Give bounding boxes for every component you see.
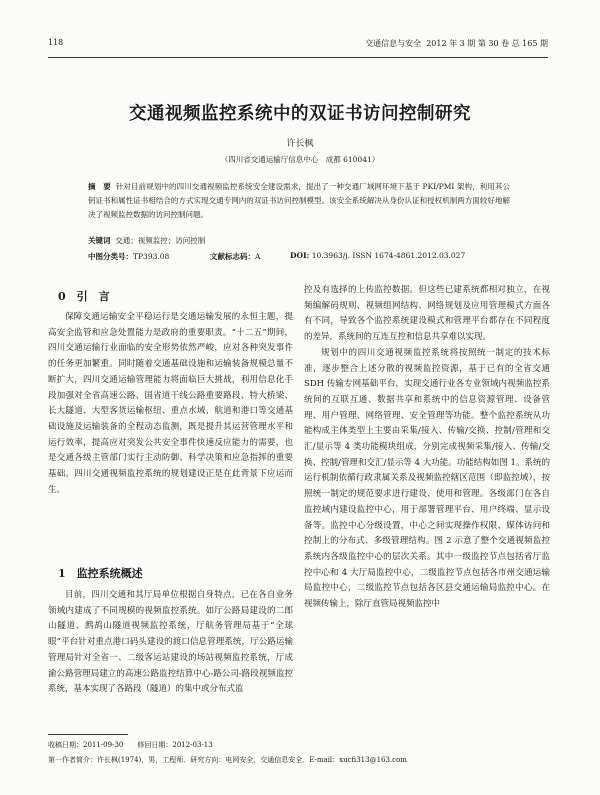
clc-label: 中图分类号：	[88, 252, 133, 261]
right-column	[304, 283, 550, 733]
section-heading-intro: 0 引 言	[58, 290, 110, 303]
doc-value: A	[255, 252, 261, 261]
footnote-rule	[48, 734, 128, 735]
journal-name: 交通信息与安全	[365, 39, 422, 48]
clc-number	[88, 251, 169, 262]
keywords	[88, 235, 205, 246]
doi-value: 10.3963/j. ISSN 1674-4861.2012.03.027	[311, 251, 466, 260]
intro-paragraph: 保障交通运输安全平稳运行是交通运输发展的永恒主题，提高安全监管和应急处置能力是政府的重要职责。“十二五”期间，四川交通运输行业面临的安全形势依然严峻，应对各种突发事件的任务更加繁重。同时随着交通基础设施和运输装备规模总量不断扩大，四川交通运输管理能力将面临巨大挑战，利用信息化手段加强对全省高速公路、国省道干线公路重要路段、特大桥梁、长大隧道、大型客货运输枢纽、重点水域、航道和港口等交通基础设施及运输装备的全程动态监测，既是提升其运营管理水平和运行效率，提高应对突发公共安全事件快速反应能力的需要，也是交通各级主管部门实行主动防御、科学决策和应急指挥的重要基础。四川交通视频监控系统的规划建设正是在此背景下应运而生。	[48, 312, 293, 495]
doc-label: 文献标志码：	[210, 252, 255, 261]
author-bio: 第一作者简介：许长枫(1974)，男，工程师．研究方向：电网安全、交通信息安全．E-mail：xucfi313@163.com	[48, 756, 407, 764]
running-header	[288, 38, 548, 49]
keywords-text: 交通；视频监控；访问控制	[115, 236, 206, 245]
affiliation: （四川省交通运输厅信息中心 成都 610041）	[220, 155, 380, 164]
abstract-text: 针对目前规划中的四川交通视频监控系统安全建设需求，提出了一种交通厂域网环境下基于 PKI/PMI 架构，利用其公钥证书和属性证书相结合的方式实现交通专网内的双证书访问控制模型。该安全系统解决从身份认证和授权机制两方面较好地解决了视频监控数据的访问控制问题。	[88, 182, 510, 219]
right-paragraph-2: 规划中的四川交通视频监控系统将按照统一制定的技术标准，逐步整合上述分散的视频监控资源，基于已有的全省交通 SDH 传输专网基础平台，实现交通行业各专业领域内视频监控系统间的互联互通、数据共享和系统中的信息资源管理、设备管理、用户管理、网络管理、安全管理等功能。整个监控系统从功能构成主体类型上主要由采集/接入、传输/交换、控制/管理和交汇/显示等 4 类功能模块组成，分别完成视频采集/接入、传输/交换、控制/管理和交汇/显示等 4 大功能。功能结构如图 1。系统的运行机制依循行政隶属关系及视频监控辖区范围（即监控域），按照统一制定的规范要求进行建设、使用和管理。各级部门在各自监控域内建设监控中心，用于部署管理平台、用户终端、显示设备等。监控中心分级设置，中心之间实现操作权限、媒体访问和控制上的分布式、多级管理结构。图 2 示意了整个交通视频监控系统内各级监控中心的层次关系。其中一级监控节点包括省厅监控中心和 4 大厅局监控中心，二级监控节点包括各市州交通运输局监控中心，二级监控节点包括各区县交通运输局监控中心。在视频传输上，除厅直管局视频监控中	[304, 347, 550, 610]
doi-label: DOI:	[290, 251, 310, 260]
overview-paragraph: 目前，四川交通和其厅局单位根据自身特点，已在各自业务领域内建成了不同规模的视频监控系统。如厅公路局建设的二郎山隧道、鹧鸪山隧道视频监控系统，厅航务管理局基于“全球眼”平台针对重点港口码头建设的渡口信息管理系统，厅公路运输管理局针对全省一、二级客运站建设的场站视频监控系统，厅成渝公路管理局建立的高速公路监控结算中心-路公司-路段视频监控系统，基本实现了各路段（隧道）的集中或分布式监	[48, 590, 293, 695]
section-heading-overview: 1 监控系统概述	[58, 567, 143, 580]
header-rule	[48, 57, 548, 58]
page-number: 118	[48, 38, 64, 47]
right-paragraph-1: 控及有选择的上传监控数据。但这些已建系统都相对独立，在视频编解码规则、视频组网结构、网络规划及应用管理模式方面各有不同，导致各个监控系统建设模式和管理平台都存在不同程度的差异，系统间的互连互控和信息共享难以实现。	[304, 285, 550, 343]
keywords-label: 关键词	[88, 236, 111, 245]
received-date: 收稿日期：2011-09-30 修回日期：2012-03-13	[48, 741, 213, 749]
abstract	[88, 180, 510, 222]
abstract-label: 摘 要	[88, 182, 111, 191]
doc-code	[210, 251, 260, 262]
clc-value: TP393.08	[133, 252, 170, 261]
author: 许长枫	[286, 139, 314, 149]
paper-title: 交通视频监控系统中的双证书访问控制研究	[129, 104, 471, 124]
doi	[290, 251, 465, 260]
journal-issue: 2012 年 3 期 第 30 卷 总 165 期	[426, 39, 548, 48]
